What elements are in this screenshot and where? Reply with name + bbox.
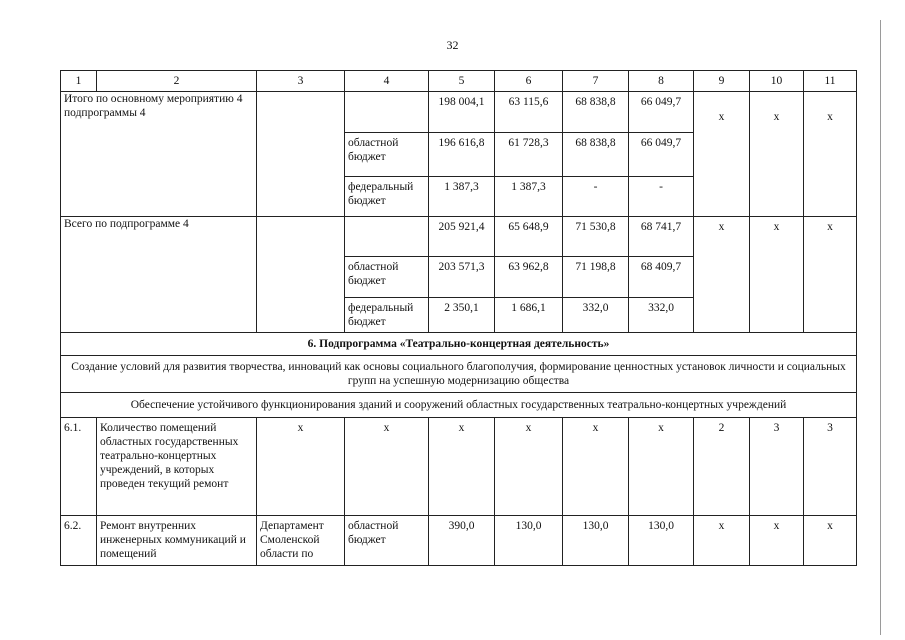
- vsego-total-row: [61, 217, 857, 257]
- vsego-federal-8: 332,0: [629, 298, 694, 333]
- row-6-2-name: Ремонт внутренних инженерных коммуникаций и помещений: [97, 516, 257, 566]
- col-header-1: 1: [61, 71, 97, 92]
- row-6-1-name: Количество помещений областных государственных театрально-концертных учреждений, в которых проведен текущий ремонт: [97, 418, 257, 516]
- column-number-row: [61, 71, 857, 92]
- vsego-total-5: 205 921,4: [429, 217, 495, 257]
- col-header-10: 10: [750, 71, 804, 92]
- subprogram-task: Обеспечение устойчивого функционирования зданий и сооружений областных государственных театрально-концертных учреждений: [61, 393, 857, 418]
- itogo-total-8: 66 049,7: [629, 92, 694, 133]
- subprogram-row: [61, 333, 857, 356]
- row-6-2-col10: х: [750, 516, 804, 566]
- itogo-total-7: 68 838,8: [563, 92, 629, 133]
- row-6-2-col7: 130,0: [563, 516, 629, 566]
- itogo-regional-source: областной бюджет: [345, 133, 429, 177]
- itogo-regional-8: 66 049,7: [629, 133, 694, 177]
- itogo-regional-7: 68 838,8: [563, 133, 629, 177]
- vsego-executor: [257, 217, 345, 333]
- row-6-1-col10: 3: [750, 418, 804, 516]
- itogo-regional-5: 196 616,8: [429, 133, 495, 177]
- col-header-5: 5: [429, 71, 495, 92]
- row-6-2-col9: х: [694, 516, 750, 566]
- vsego-regional-source: областной бюджет: [345, 257, 429, 298]
- row-6-2-source: областной бюджет: [345, 516, 429, 566]
- vsego-total-8: 68 741,7: [629, 217, 694, 257]
- vsego-source-empty: [345, 217, 429, 257]
- itogo-executor: [257, 92, 345, 217]
- itogo-federal-6: 1 387,3: [495, 177, 563, 217]
- col-header-7: 7: [563, 71, 629, 92]
- row-6-1-col8: х: [629, 418, 694, 516]
- itogo-col11: х: [804, 92, 857, 217]
- task-row: [61, 393, 857, 418]
- col-header-6: 6: [495, 71, 563, 92]
- vsego-federal-6: 1 686,1: [495, 298, 563, 333]
- vsego-federal-source: федеральный бюджет: [345, 298, 429, 333]
- vsego-regional-7: 71 198,8: [563, 257, 629, 298]
- itogo-federal-8: -: [629, 177, 694, 217]
- vsego-regional-8: 68 409,7: [629, 257, 694, 298]
- row-6-2-col5: 390,0: [429, 516, 495, 566]
- row-6-2-number: 6.2.: [61, 516, 97, 566]
- page-edge-line: [880, 20, 881, 635]
- subprogram-goal: Создание условий для развития творчества, инноваций как основы социального благополучия, формирование ценностных установок личности и социальных групп на успешную модернизацию общества: [61, 356, 857, 393]
- itogo-regional-6: 61 728,3: [495, 133, 563, 177]
- subprogram-title: 6. Подпрограмма «Театрально-концертная деятельность»: [61, 333, 857, 356]
- vsego-regional-6: 63 962,8: [495, 257, 563, 298]
- col-header-8: 8: [629, 71, 694, 92]
- itogo-federal-source: федеральный бюджет: [345, 177, 429, 217]
- itogo-federal-7: -: [563, 177, 629, 217]
- page-number: 32: [446, 38, 459, 52]
- itogo-total-6: 63 115,6: [495, 92, 563, 133]
- budget-table: [60, 70, 857, 566]
- row-6-2-col8: 130,0: [629, 516, 694, 566]
- row-6-1-number: 6.1.: [61, 418, 97, 516]
- vsego-col9: х: [694, 217, 750, 333]
- vsego-total-7: 71 530,8: [563, 217, 629, 257]
- itogo-col9: х: [694, 92, 750, 217]
- vsego-federal-5: 2 350,1: [429, 298, 495, 333]
- row-6-1: [61, 418, 857, 516]
- col-header-11: 11: [804, 71, 857, 92]
- col-header-3: 3: [257, 71, 345, 92]
- itogo-total-5: 198 004,1: [429, 92, 495, 133]
- row-6-1-col7: х: [563, 418, 629, 516]
- vsego-total-6: 65 648,9: [495, 217, 563, 257]
- vsego-federal-7: 332,0: [563, 298, 629, 333]
- itogo-source-empty: [345, 92, 429, 133]
- vsego-regional-5: 203 571,3: [429, 257, 495, 298]
- itogo-col10: х: [750, 92, 804, 217]
- col-header-2: 2: [97, 71, 257, 92]
- row-6-1-col4: х: [345, 418, 429, 516]
- row-6-1-col11: 3: [804, 418, 857, 516]
- row-6-2-col6: 130,0: [495, 516, 563, 566]
- row-6-2: [61, 516, 857, 566]
- col-header-9: 9: [694, 71, 750, 92]
- row-6-1-col5: х: [429, 418, 495, 516]
- vsego-col10: х: [750, 217, 804, 333]
- row-6-1-col6: х: [495, 418, 563, 516]
- vsego-col11: х: [804, 217, 857, 333]
- row-6-2-col11: х: [804, 516, 857, 566]
- itogo-federal-5: 1 387,3: [429, 177, 495, 217]
- col-header-4: 4: [345, 71, 429, 92]
- vsego-label: Всего по подпрограмме 4: [61, 217, 257, 333]
- goal-row: [61, 356, 857, 393]
- row-6-1-col3: х: [257, 418, 345, 516]
- row-6-1-col9: 2: [694, 418, 750, 516]
- row-6-2-department: Департамент Смоленской области по: [257, 516, 345, 566]
- itogo-total-row: [61, 92, 857, 133]
- itogo-label: Итого по основному мероприятию 4 подпрограммы 4: [61, 92, 257, 217]
